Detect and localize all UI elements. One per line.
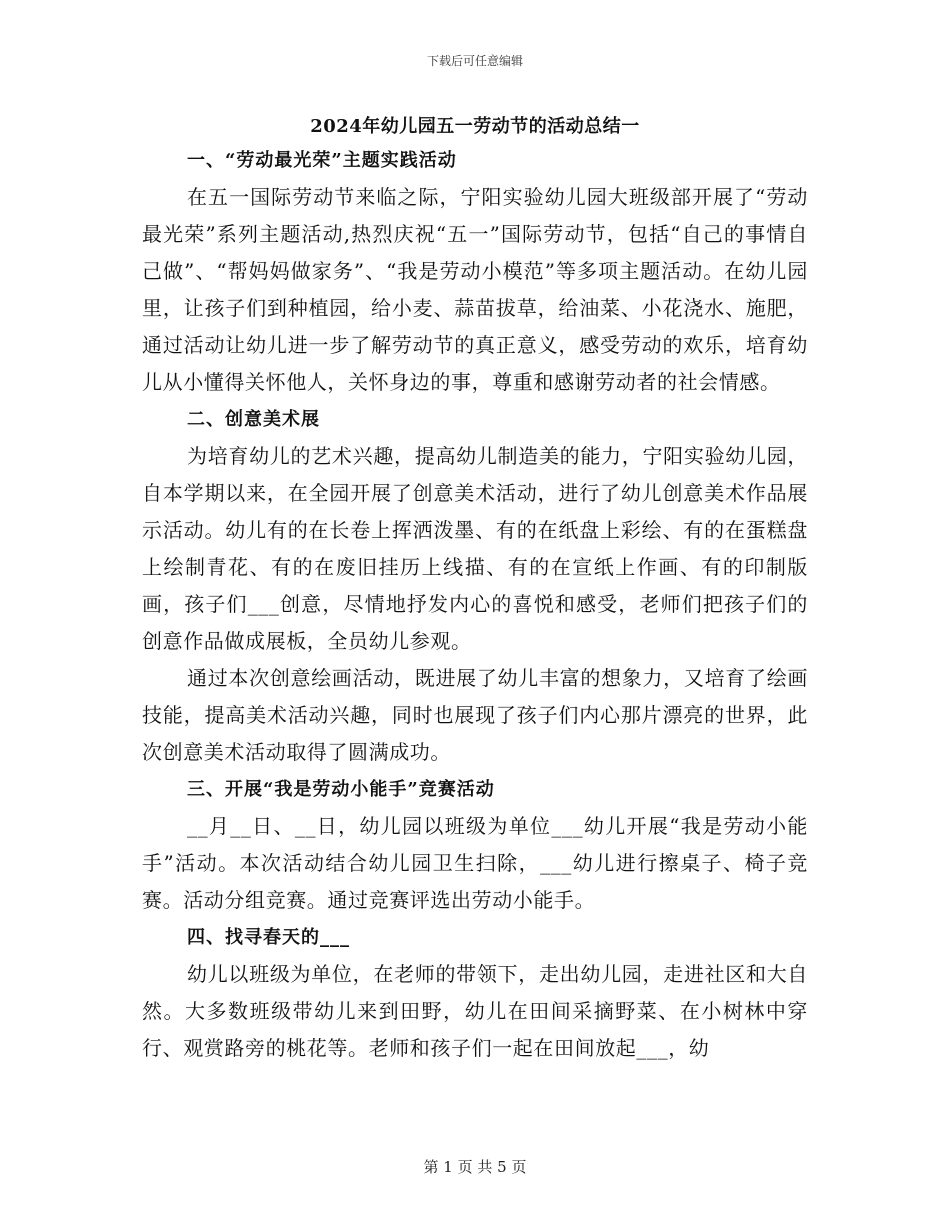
section-find-spring <box>142 919 808 1067</box>
paragraph: 在五一国际劳动节来临之际，宁阳实验幼儿园大班级部开展了“劳动最光荣”系列主题活动,热烈庆祝“五一”国际劳动节，包括“自己的事情自己做”、“帮妈妈做家务”、“我是劳动小模范”等多项主题活动。在幼儿园里，让孩子们到种植园，给小麦、蒜苗拔草，给油菜、小花浇水、施肥，通过活动让幼儿进一步了解劳动节的真正意义，感受劳动的欢乐，培育幼儿从小懂得关怀他人，关怀身边的事，尊重和感谢劳动者的社会情感。 <box>142 185 808 394</box>
page-header-note: 下载后可任意编辑 <box>426 54 523 68</box>
section-art-exhibition <box>142 401 808 771</box>
paragraph: 通过本次创意绘画活动，既进展了幼儿丰富的想象力，又培育了绘画技能，提高美术活动兴趣，同时也展现了孩子们内心那片漂亮的世界，此次创意美术活动取得了圆满成功。 <box>142 666 808 764</box>
page-number: 第 1 页 共 5 页 <box>423 1158 527 1176</box>
paragraph: __月__日、__日，幼儿园以班级为单位___幼儿开展“我是劳动小能手”活动。本次活动结合幼儿园卫生扫除，___幼儿进行擦桌子、椅子竞赛。活动分组竞赛。通过竞赛评选出劳动小能手。 <box>142 814 808 912</box>
section-heading: 二、创意美术展 <box>187 409 320 430</box>
section-heading: 四、找寻春天的___ <box>187 927 350 948</box>
paragraph: 幼儿以班级为单位，在老师的带领下，走出幼儿园，走进社区和大自然。大多数班级带幼儿来到田野，幼儿在田间采摘野菜、在小树林中穿行、观赏路旁的桃花等。老师和孩子们一起在田间放起___，幼 <box>142 962 808 1060</box>
paragraph: 为培育幼儿的艺术兴趣，提高幼儿制造美的能力，宁阳实验幼儿园，自本学期以来，在全园开展了创意美术活动，进行了幼儿创意美术作品展示活动。幼儿有的在长卷上挥洒泼墨、有的在纸盘上彩绘、有的在蛋糕盘上绘制青花、有的在废旧挂历上线描、有的在宣纸上作画、有的印制版画，孩子们___创意，尽情地抒发内心的喜悦和感受，老师们把孩子们的创意作品做成展板，全员幼儿参观。 <box>142 444 808 653</box>
section-labor-glory <box>142 142 808 401</box>
section-heading: 一、“劳动最光荣”主题实践活动 <box>187 150 457 171</box>
section-labor-contest <box>142 771 808 919</box>
document-body <box>142 112 808 1067</box>
document-title: 2024年幼儿园五一劳动节的活动总结一 <box>310 116 640 137</box>
section-heading: 三、开展“我是劳动小能手”竞赛活动 <box>187 779 495 800</box>
